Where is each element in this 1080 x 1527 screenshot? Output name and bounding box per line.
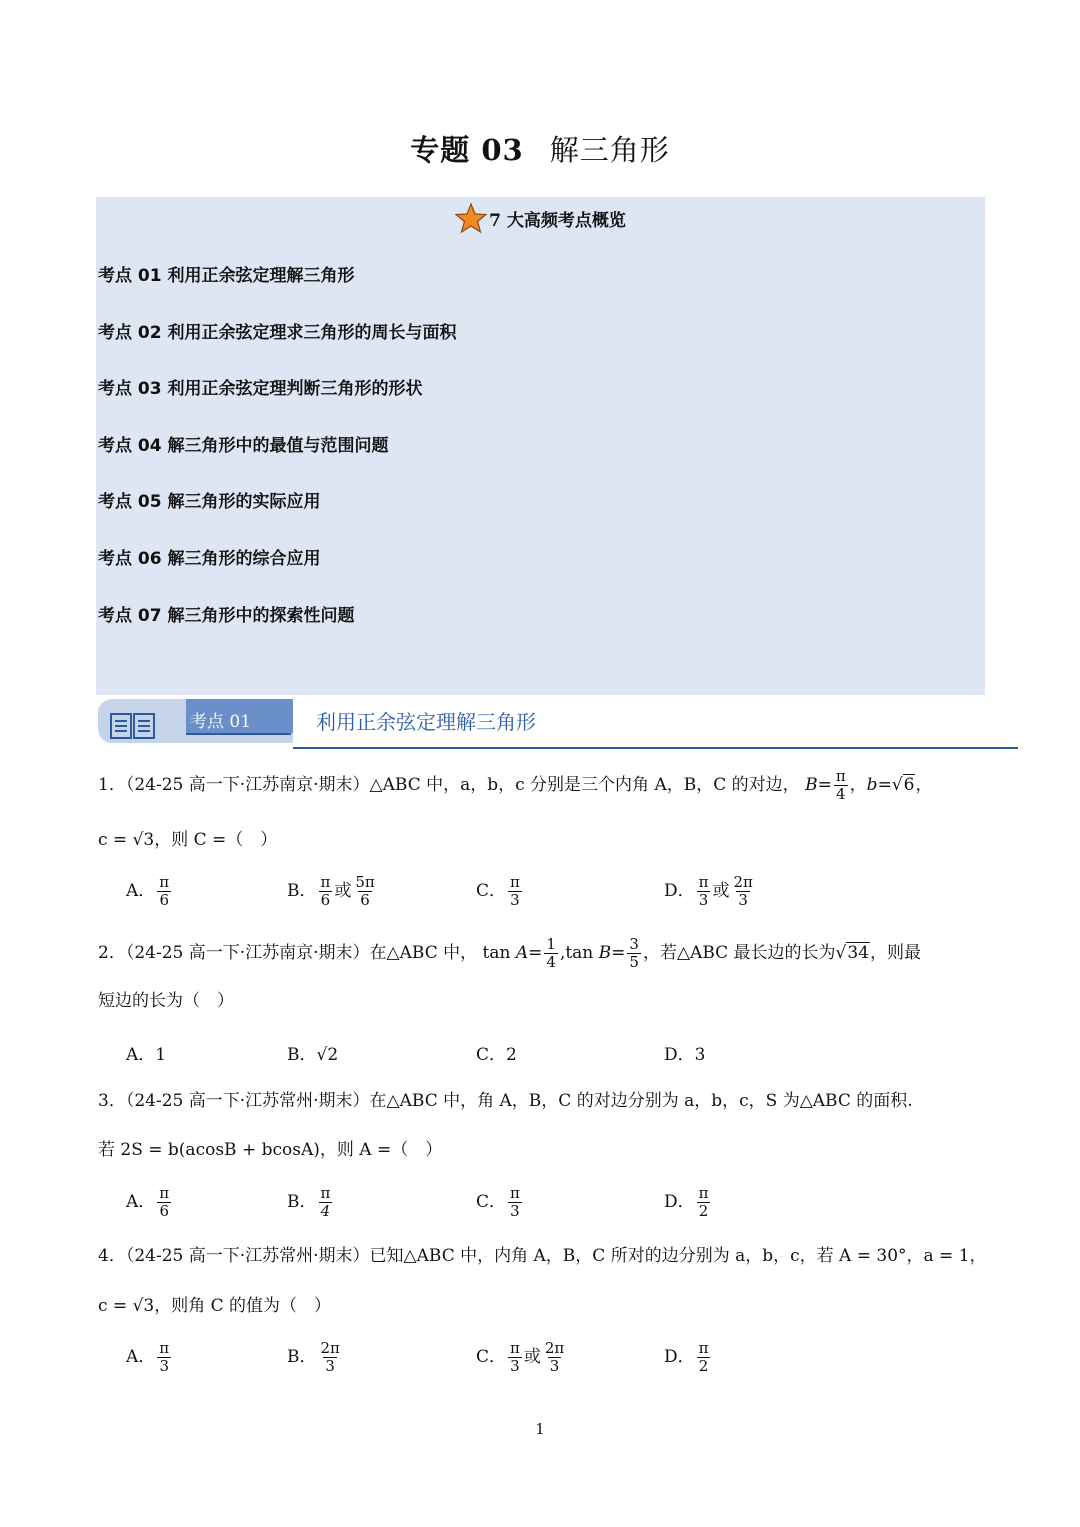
section-label: 考点 01 <box>190 712 252 732</box>
option-2c[interactable]: C．2 <box>476 1045 517 1065</box>
option-1b[interactable]: B． $\frac{\pi}{6}$ 或 $\frac{5\pi}{6}$ <box>287 873 375 909</box>
option-3c[interactable]: C． $\frac{\pi}{3}$ <box>476 1184 520 1220</box>
question-3-line2: 若 2S = b(acosB + bcosA)，则 A =（ ） <box>98 1140 443 1160</box>
section-tab-underline <box>186 733 291 735</box>
overview-header-text: 7 大高频考点概览 <box>489 210 626 231</box>
overview-item: 考点 01 利用正余弦定理解三角形 <box>98 266 355 286</box>
section-rule <box>293 747 1018 749</box>
question-text: △ABC 中，a，b，c 分别是三个内角 A，B，C 的对边， <box>369 775 800 795</box>
option-3b[interactable]: B． $\frac{\pi}{4}$ <box>287 1184 331 1220</box>
cond-b: b=√6， <box>866 775 933 795</box>
section-title: 利用正余弦定理解三角形 <box>316 710 536 734</box>
book-icon <box>110 713 156 739</box>
option-2a[interactable]: A．1 <box>126 1045 167 1065</box>
option-4c[interactable]: C． $\frac{\pi}{3}$ 或 $\frac{2\pi}{3}$ <box>476 1339 565 1375</box>
overview-item: 考点 03 利用正余弦定理判断三角形的形状 <box>98 379 423 399</box>
overview-box <box>96 197 985 695</box>
question-4-line2: c = √3，则角 C 的值为（ ） <box>98 1296 332 1316</box>
cond-B: B= $\frac{\pi}{4}$ ， <box>805 767 867 803</box>
overview-item: 考点 04 解三角形中的最值与范围问题 <box>98 436 389 456</box>
option-3d[interactable]: D． $\frac{\pi}{2}$ <box>664 1184 709 1220</box>
question-1-line2: c = √3，则 C =（ ） <box>98 830 278 850</box>
option-4d[interactable]: D． $\frac{\pi}{2}$ <box>664 1339 709 1375</box>
question-2-line2: 短边的长为（ ） <box>98 991 234 1011</box>
option-1a[interactable]: A． $\frac{\pi}{6}$ <box>126 873 170 909</box>
option-1c[interactable]: C． $\frac{\pi}{3}$ <box>476 873 520 909</box>
overview-item: 考点 05 解三角形的实际应用 <box>98 492 321 512</box>
overview-item: 考点 02 利用正余弦定理求三角形的周长与面积 <box>98 323 457 343</box>
option-4b[interactable]: B． $\frac{2\pi}{3}$ <box>287 1339 340 1375</box>
overview-header <box>96 201 985 235</box>
option-4a[interactable]: A． $\frac{\pi}{3}$ <box>126 1339 170 1375</box>
question-number: 1． <box>98 775 126 795</box>
page-title <box>0 128 1080 169</box>
option-2b[interactable]: B．√2 <box>287 1045 339 1065</box>
section-header <box>98 699 1018 753</box>
option-2d[interactable]: D．3 <box>664 1045 706 1065</box>
question-1-line1 <box>98 768 932 803</box>
question-4-line1: 4．（24-25 高一下·江苏常州·期末）已知△ABC 中，内角 A，B，C 所对的边分别为 a，b，c，若 A = 30°，a = 1， <box>98 1246 987 1266</box>
question-2-line1: 2．（24-25 高一下·江苏南京·期末）在△ABC 中， tan A= $\frac{1}{4}$ ,tan B= $\frac{3}{5}$ ，若△ABC 最长边的长为√34，则最 <box>98 935 922 971</box>
star-icon <box>455 202 487 234</box>
tan-condition: tan A= $\frac{1}{4}$ ,tan B= $\frac{3}{5}$ <box>482 935 639 971</box>
question-source: （24-25 高一下·江苏南京·期末） <box>125 775 370 795</box>
overview-item: 考点 06 解三角形的综合应用 <box>98 549 321 569</box>
option-3a[interactable]: A． $\frac{\pi}{6}$ <box>126 1184 170 1220</box>
title-number: 专题 03 <box>410 133 524 167</box>
option-1d[interactable]: D． $\frac{\pi}{3}$ 或 $\frac{2\pi}{3}$ <box>664 873 753 909</box>
page-number: 1 <box>535 1420 545 1438</box>
overview-item: 考点 07 解三角形中的探索性问题 <box>98 606 355 626</box>
title-text: 解三角形 <box>549 133 670 167</box>
question-3-line1: 3．（24-25 高一下·江苏常州·期末）在△ABC 中，角 A，B，C 的对边分别为 a，b，c，S 为△ABC 的面积. <box>98 1091 913 1111</box>
